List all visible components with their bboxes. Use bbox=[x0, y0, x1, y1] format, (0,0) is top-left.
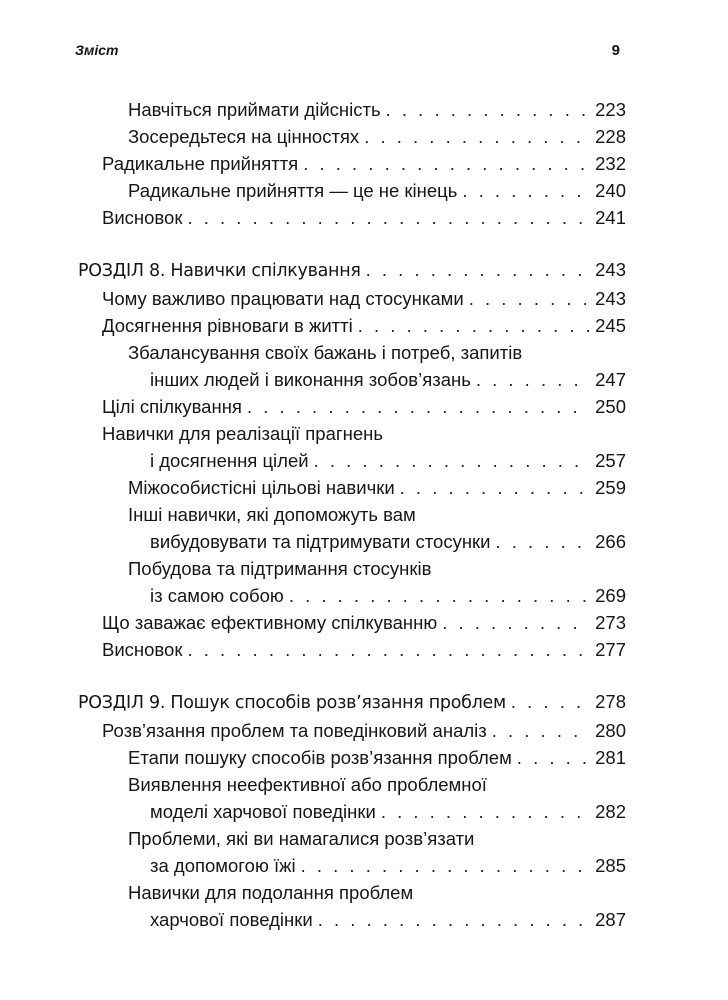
toc-entry-title: моделі харчової поведінки bbox=[150, 801, 376, 822]
toc-entry[interactable] bbox=[128, 744, 626, 771]
toc-entry-title: Етапи пошуку способів розв’язання проблем bbox=[128, 747, 512, 768]
dot-leader bbox=[442, 609, 590, 636]
dot-leader bbox=[469, 285, 590, 312]
toc-entry-title-line: Виявлення неефективної або проблемної bbox=[128, 774, 487, 795]
dot-leader bbox=[187, 204, 590, 231]
toc-page-number: 287 bbox=[595, 909, 626, 930]
toc-page-number: 273 bbox=[595, 612, 626, 633]
toc-entry-title-line: Побудова та підтримання стосунків bbox=[128, 558, 432, 579]
dot-leader bbox=[364, 123, 590, 150]
dot-leader bbox=[247, 393, 590, 420]
dot-leader bbox=[366, 256, 591, 283]
toc-entry-title: за допомогою їжі bbox=[150, 855, 296, 876]
dot-leader bbox=[301, 852, 591, 879]
dot-leader bbox=[187, 636, 590, 663]
toc-entry[interactable] bbox=[102, 420, 626, 474]
toc-page-number: 257 bbox=[595, 450, 626, 471]
toc-entry[interactable] bbox=[128, 501, 626, 555]
toc-entry[interactable] bbox=[128, 339, 626, 393]
toc-entry-title: Радикальне прийняття bbox=[102, 153, 299, 174]
toc-page-number: 247 bbox=[595, 369, 626, 390]
toc-page-number: 243 bbox=[595, 259, 626, 280]
toc-entry-title: Радикальне прийняття — це не кінець bbox=[128, 180, 458, 201]
toc-chapter-title: РОЗДІЛ 9. Пошук способів розв’язання проблем bbox=[78, 693, 506, 713]
toc-entry-title-line: Навички для подолання проблем bbox=[128, 882, 414, 903]
toc-page-number: 278 bbox=[595, 691, 626, 712]
toc-page-number: 277 bbox=[595, 639, 626, 660]
toc-page-number: 266 bbox=[595, 531, 626, 552]
toc-page-number: 269 bbox=[595, 585, 626, 606]
dot-leader bbox=[476, 366, 590, 393]
toc-entry[interactable] bbox=[128, 879, 626, 933]
toc-entry-title: Досягнення рівноваги в житті bbox=[102, 315, 353, 336]
dot-leader bbox=[318, 906, 590, 933]
table-of-contents bbox=[0, 96, 728, 933]
dot-leader bbox=[492, 717, 590, 744]
toc-entry[interactable] bbox=[102, 717, 626, 744]
toc-page-number: 259 bbox=[595, 477, 626, 498]
toc-page-number: 250 bbox=[595, 396, 626, 417]
page-number: 9 bbox=[611, 42, 620, 59]
toc-entry-title-line: Інші навички, які допоможуть вам bbox=[128, 504, 416, 525]
dot-leader bbox=[314, 447, 591, 474]
dot-leader bbox=[517, 744, 590, 771]
dot-leader bbox=[386, 96, 591, 123]
toc-entry-title-line: Збалансування своїх бажань і потреб, запитів bbox=[128, 342, 523, 363]
toc-entry-title: Зосередьтеся на цінностях bbox=[128, 126, 360, 147]
toc-entry-title: Міжособистісні цільові навички bbox=[128, 477, 395, 498]
dot-leader bbox=[462, 177, 590, 204]
toc-chapter[interactable] bbox=[78, 256, 626, 285]
toc-entry[interactable] bbox=[102, 312, 626, 339]
dot-leader bbox=[511, 688, 590, 715]
toc-entry[interactable] bbox=[102, 636, 626, 663]
toc-entry-title: і досягнення цілей bbox=[150, 450, 309, 471]
toc-page-number: 245 bbox=[595, 315, 626, 336]
toc-entry[interactable] bbox=[102, 204, 626, 231]
toc-chapter-title: РОЗДІЛ 8. Навички спілкування bbox=[78, 261, 361, 281]
toc-page-number: 232 bbox=[595, 153, 626, 174]
toc-entry-title: Чому важливо працювати над стосунками bbox=[102, 288, 464, 309]
toc-entry[interactable] bbox=[102, 393, 626, 420]
toc-entry-title: вибудовувати та підтримувати стосунки bbox=[150, 531, 491, 552]
toc-entry-title: Висновок bbox=[102, 639, 183, 660]
toc-entry-title: із самою собою bbox=[150, 585, 284, 606]
dot-leader bbox=[289, 582, 590, 609]
toc-entry[interactable] bbox=[128, 555, 626, 609]
toc-entry[interactable] bbox=[128, 96, 626, 123]
toc-page-number: 243 bbox=[595, 288, 626, 309]
dot-leader bbox=[358, 312, 590, 339]
toc-entry-title: інших людей і виконання зобов’язань bbox=[150, 369, 471, 390]
toc-page-number: 280 bbox=[595, 720, 626, 741]
toc-page-number: 240 bbox=[595, 180, 626, 201]
dot-leader bbox=[495, 528, 590, 555]
toc-page-number: 228 bbox=[595, 126, 626, 147]
toc-page-number: 241 bbox=[595, 207, 626, 228]
toc-entry-title: Навчіться приймати дійсність bbox=[128, 99, 381, 120]
dot-leader bbox=[400, 474, 590, 501]
running-head-title: Зміст bbox=[75, 42, 119, 58]
toc-entry[interactable] bbox=[102, 609, 626, 636]
toc-entry[interactable] bbox=[128, 825, 626, 879]
toc-entry[interactable] bbox=[102, 150, 626, 177]
toc-entry-title: Розв’язання проблем та поведінковий аналіз bbox=[102, 720, 487, 741]
toc-entry-title: Висновок bbox=[102, 207, 183, 228]
toc-page-number: 281 bbox=[595, 747, 626, 768]
toc-entry[interactable] bbox=[128, 771, 626, 825]
toc-entry-title: Цілі спілкування bbox=[102, 396, 242, 417]
dot-leader bbox=[381, 798, 590, 825]
toc-entry[interactable] bbox=[102, 285, 626, 312]
dot-leader bbox=[303, 150, 590, 177]
toc-entry-title-line: Навички для реалізації прагнень bbox=[102, 423, 383, 444]
toc-entry[interactable] bbox=[128, 474, 626, 501]
toc-entry[interactable] bbox=[128, 177, 626, 204]
toc-entry-title: Що заважає ефективному спілкуванню bbox=[102, 612, 438, 633]
toc-entry-title-line: Проблеми, які ви намагалися розв’язати bbox=[128, 828, 475, 849]
toc-entry[interactable] bbox=[128, 123, 626, 150]
toc-entry-title: харчової поведінки bbox=[150, 909, 313, 930]
toc-page-number: 285 bbox=[595, 855, 626, 876]
toc-page-number: 223 bbox=[595, 99, 626, 120]
toc-chapter[interactable] bbox=[78, 688, 626, 717]
toc-page-number: 282 bbox=[595, 801, 626, 822]
